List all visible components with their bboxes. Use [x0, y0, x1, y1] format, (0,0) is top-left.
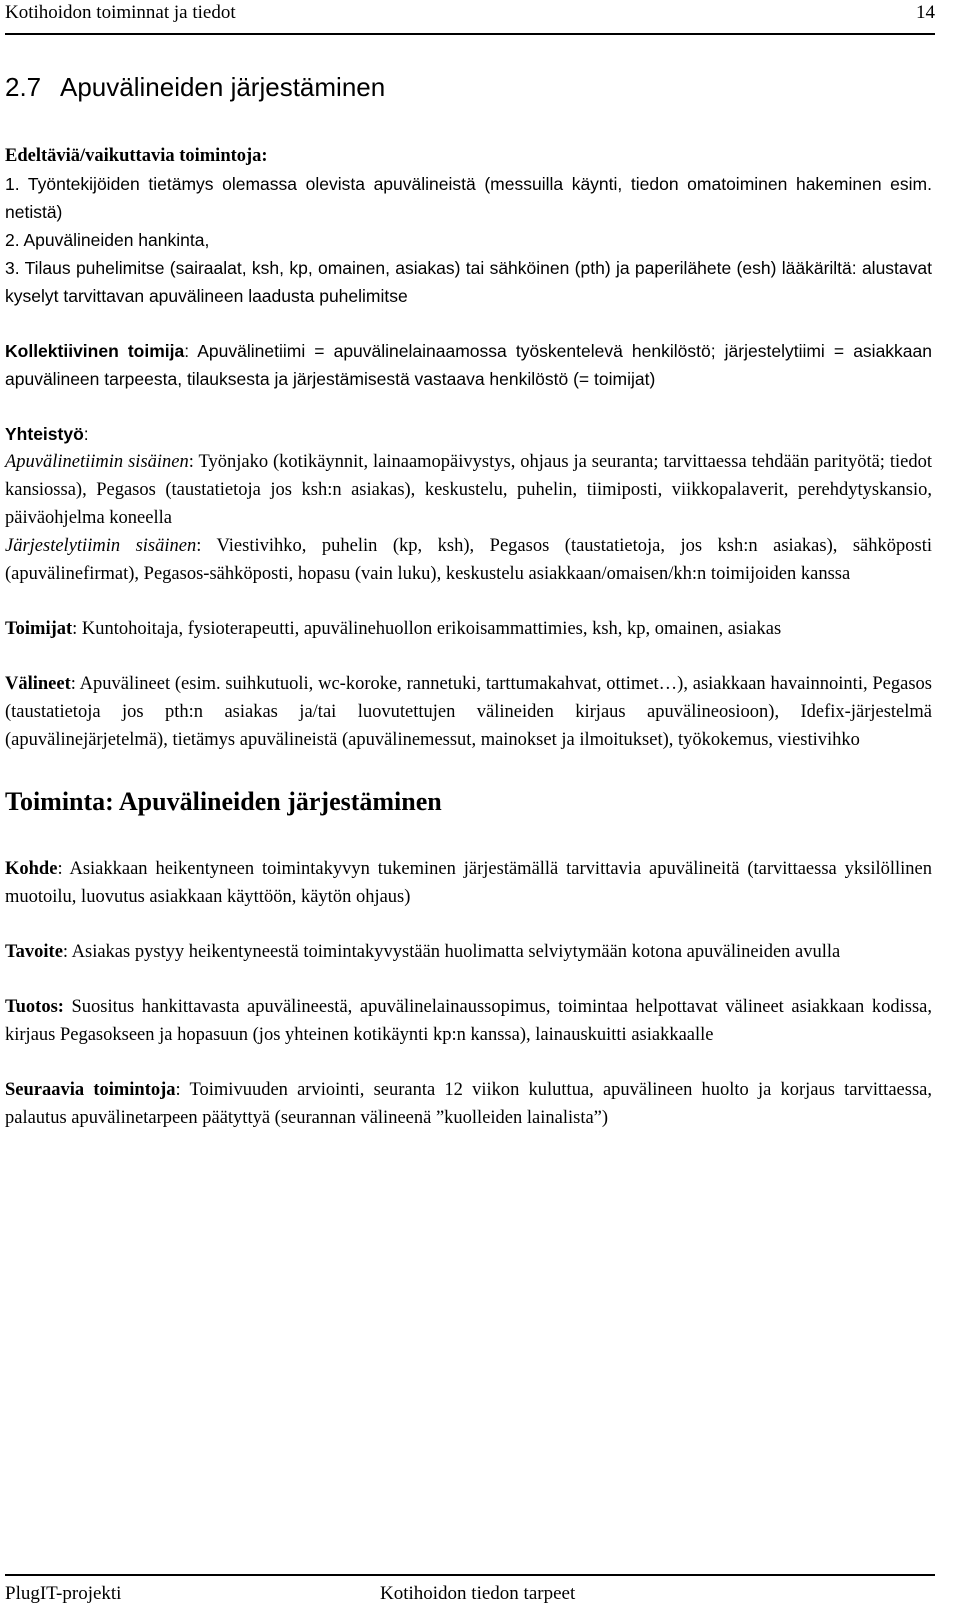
tools-text: : Apuvälineet (esim. suihkutuoli, wc-koroke, rannetuki, tarttumakahvat, ottimet…), asiakkaan havainnointi, Pegasos (taustatietoja jos pth:n asiakas ja/tai luovutettujen välineiden kirjaus apuvälineosioon), Idefix-järjestelmä (apuvälinejärjetelmä), tietämys apuvälineistä (apuvälinemessut, mainokset ja ilmoitukset), työkokemus, viestivihko	[5, 674, 932, 750]
preceding-item-2: 2. Apuvälineiden hankinta,	[5, 230, 210, 250]
preceding-label-line	[5, 142, 932, 170]
cooperation-heading	[5, 420, 932, 448]
object-text: : Asiakkaan heikentyneen toimintakyvyn tukeminen järjestämällä tarvittavia apuvälineitä (tarvittaessa yksilöllinen muotoilu, luovutus asiakkaan käyttöön, käytön ohjaus)	[5, 859, 932, 907]
internal2-text: : Viestivihko, puhelin (kp, ksh), Pegasos (taustatietoja, jos ksh:n asiakas), sähköposti (apuvälinefirmat), Pegasos-sähköposti, hopasu (vain luku), keskustelu asiakkaan/omaisen/kh:n toimijoiden kanssa	[5, 536, 932, 584]
cooperation-colon: :	[83, 424, 89, 444]
goal-text: : Asiakas pystyy heikentyneestä toimintakyvystään huolimatta selviytymään kotona apuvälineiden avulla	[62, 942, 841, 962]
activity-heading: Toiminta: Apuvälineiden järjestäminen	[5, 787, 442, 816]
internal1-label: Apuvälinetiimin sisäinen	[5, 452, 189, 472]
page-header	[5, 0, 935, 35]
preceding-label: Edeltäviä/vaikuttavia toimintoja:	[5, 146, 268, 166]
following-text: : Toimivuuden arviointi, seuranta 12 viikon kuluttua, apuvälineen huolto ja korjaus tarvittaessa, palautus apuvälinetarpeen päätyttyä (seurannan välineenä ”kuolleiden lainalista”)	[5, 1080, 932, 1128]
actors-paragraph	[5, 615, 932, 643]
cooperation-internal-2	[5, 532, 932, 588]
page-footer	[5, 1574, 935, 1612]
cooperation-label: Yhteistyö	[5, 424, 84, 444]
object-paragraph	[5, 855, 932, 911]
following-label: Seuraavia toimintoja	[5, 1080, 176, 1100]
collective-text: : Apuvälinetiimi = apuvälinelainaamossa työskentelevä henkilöstö; järjestelytiimi = asiakkaan apuvälineen tarpeesta, tilauksesta ja järjestämisestä vastaava henkilöstö (= toimijat)	[5, 341, 932, 389]
collective-label: Kollektiivinen toimija	[5, 341, 185, 361]
collective-actor-paragraph	[5, 337, 932, 393]
output-label: Tuotos:	[5, 997, 64, 1017]
preceding-item-1: 1. Työntekijöiden tietämys olemassa olevista apuvälineistä (messuilla käynti, tiedon omatoiminen hakeminen esim. netistä)	[5, 174, 932, 222]
goal-label: Tavoite	[5, 942, 63, 962]
tools-label: Välineet	[5, 674, 71, 694]
following-paragraph	[5, 1076, 932, 1132]
output-paragraph	[5, 993, 932, 1049]
section-title: Apuvälineiden järjestäminen	[60, 72, 386, 102]
header-title: Kotihoidon toiminnat ja tiedot	[5, 2, 236, 23]
section-heading	[5, 72, 932, 102]
output-text: Suositus hankittavasta apuvälineestä, apuvälinelainaussopimus, toimintaa helpottavat välineet asiakkaan kodissa, kirjaus Pegasokseen ja hopasuun (jos yhteinen kotikäynti kp:n kanssa), lainauskuitti asiakkaalle	[5, 997, 932, 1045]
preceding-item-3: 3. Tilaus puhelimitse (sairaalat, ksh, kp, omainen, asiakas) tai sähköinen (pth) ja paperilähete (esh) lääkäriltä: alustavat kyselyt tarvittavan apuvälineen laadusta puhelimitse	[5, 258, 932, 306]
internal2-label: Järjestelytiimin sisäinen	[5, 536, 197, 556]
actors-label: Toimijat	[5, 619, 73, 639]
object-label: Kohde	[5, 859, 58, 879]
document-body	[5, 64, 932, 1132]
tools-paragraph	[5, 670, 932, 754]
actors-text: : Kuntohoitaja, fysioterapeutti, apuvälinehuollon erikoisammattimies, ksh, kp, omainen, asiakas	[72, 619, 782, 639]
footer-left: PlugIT-projekti	[5, 1583, 122, 1604]
internal1-text: : Työnjako (kotikäynnit, lainaamopäivystys, ohjaus ja seuranta; tarvittaessa tehdään parityötä; tiedot kansiossa), Pegasos (taustatietoja jos ksh:n asiakas), keskustelu, puhelin, tiimiposti, viikkopalaverit, perehdytyskansio, päiväohjelma koneella	[5, 452, 933, 528]
footer-right: Kotihoidon tiedon tarpeet	[380, 1583, 576, 1604]
cooperation-internal-1	[5, 448, 932, 532]
section-number: 2.7	[5, 72, 42, 102]
page-number: 14	[916, 2, 935, 23]
goal-paragraph	[5, 938, 932, 966]
